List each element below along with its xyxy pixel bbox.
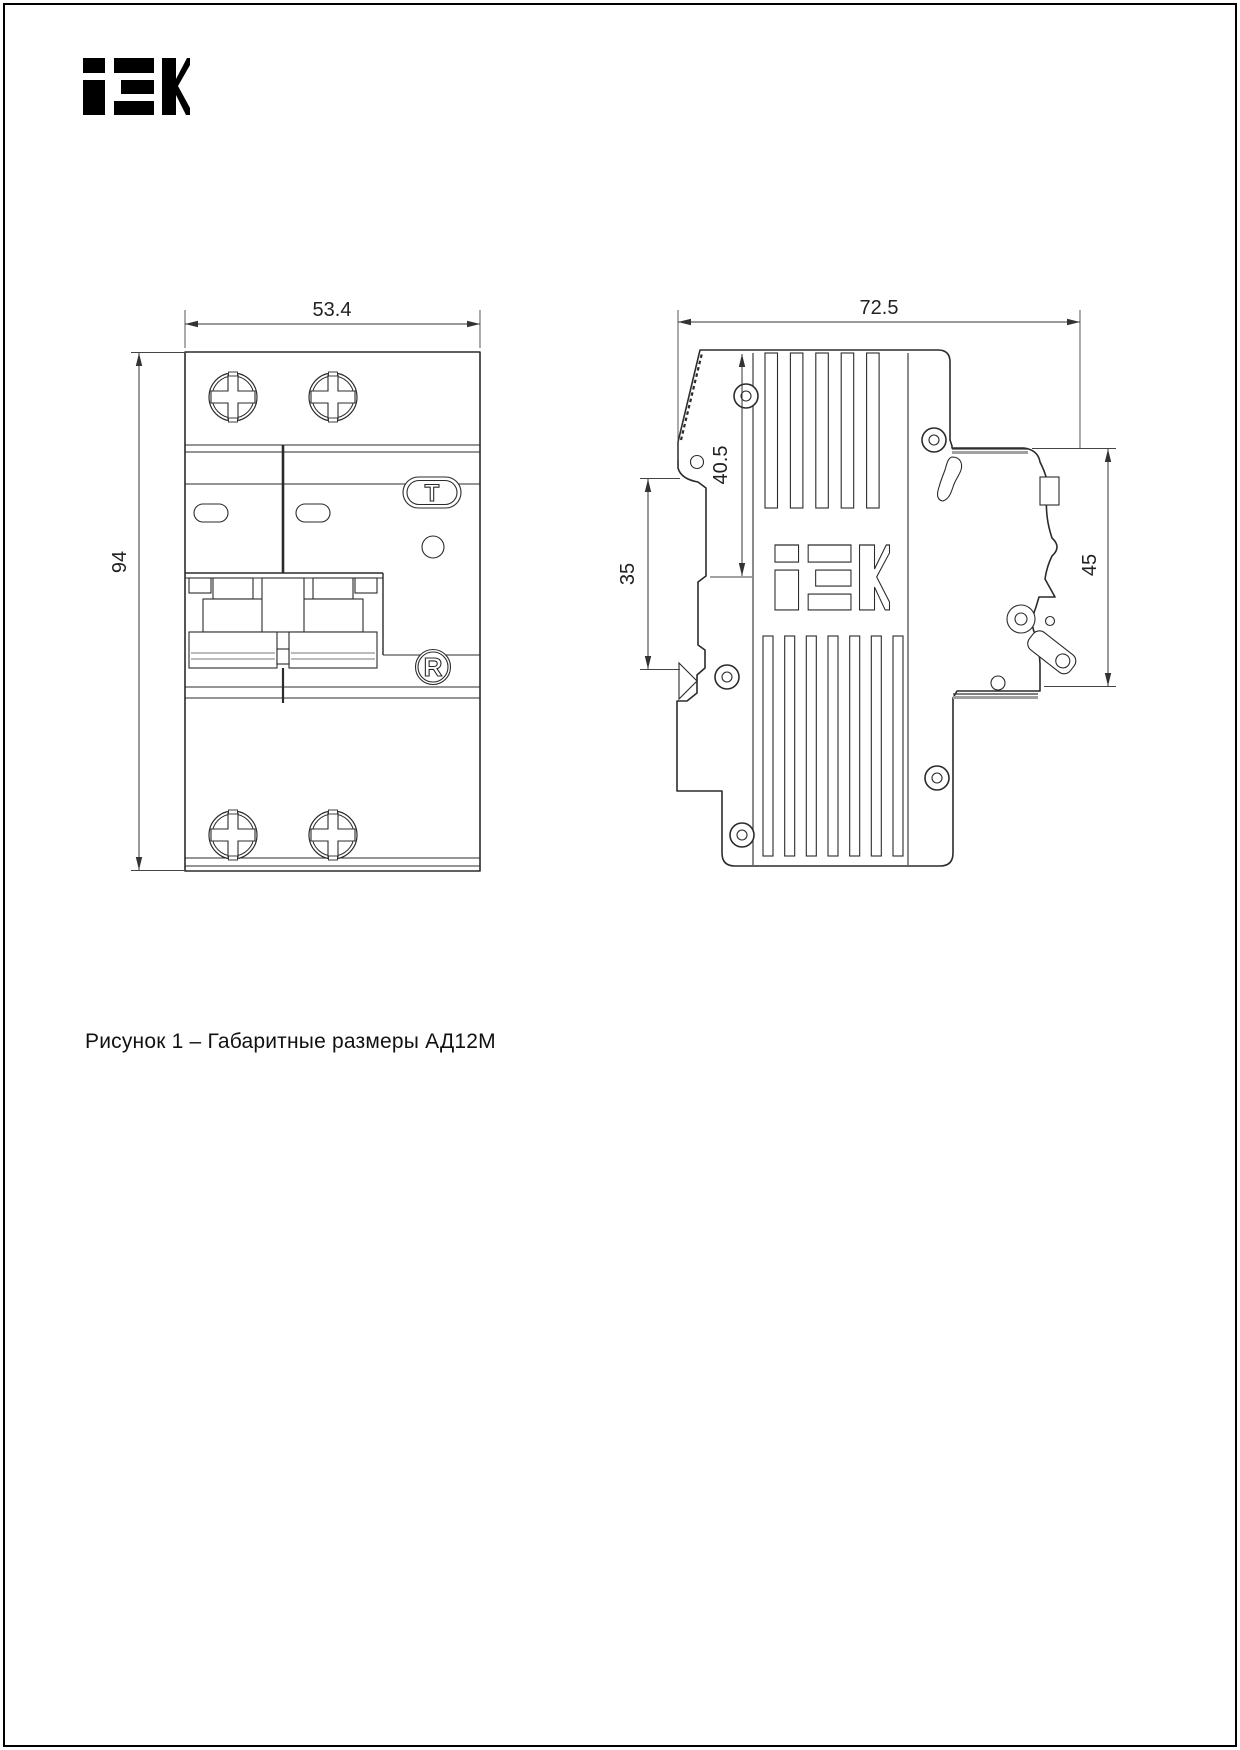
test-button — [403, 477, 461, 508]
front-view-drawing — [109, 299, 480, 871]
hole-lower-terminal — [991, 676, 1005, 690]
latch-pivot — [1007, 605, 1055, 633]
screw-bottom-right — [309, 810, 357, 860]
terminal-screw — [1040, 477, 1059, 505]
front-width-dimension — [185, 299, 480, 348]
test-button-label: T — [424, 480, 440, 507]
rivet-top-right — [922, 428, 946, 452]
front-height-dimension — [109, 353, 187, 871]
terminal-span-label: 45 — [1079, 553, 1101, 577]
side-40-5-label: 40.5 — [710, 445, 732, 485]
side-view-drawing — [617, 297, 1116, 866]
window-oval-left — [194, 504, 228, 522]
reset-marking-label: R — [423, 652, 443, 682]
screw-top-right — [309, 372, 357, 422]
toggle-grip-right — [289, 632, 377, 668]
din-channel-label: 35 — [617, 562, 639, 586]
toggle-grip-left — [189, 632, 277, 668]
rivet-top-left — [734, 384, 758, 408]
window-oval-right — [296, 504, 330, 522]
embossed-iek-logo — [775, 545, 889, 610]
side-width-label: 72.5 — [859, 297, 899, 319]
front-height-label: 94 — [109, 550, 131, 574]
screw-bottom-left — [209, 810, 257, 860]
rivet-mid-left — [715, 665, 739, 689]
rivet-bottom-left — [730, 823, 754, 847]
din-channel-dimension — [617, 479, 680, 670]
indicator-hole — [422, 536, 444, 558]
reset-marking — [416, 650, 451, 685]
din-triangle-marker — [679, 663, 697, 699]
screw-top-left — [209, 372, 257, 422]
figure-caption: Рисунок 1 – Габаритные размеры АД12М — [85, 1030, 496, 1053]
hole-din-top — [691, 456, 704, 469]
rivet-bottom-right — [925, 766, 949, 790]
front-width-label: 53.4 — [312, 299, 352, 321]
iek-logo — [83, 58, 190, 115]
